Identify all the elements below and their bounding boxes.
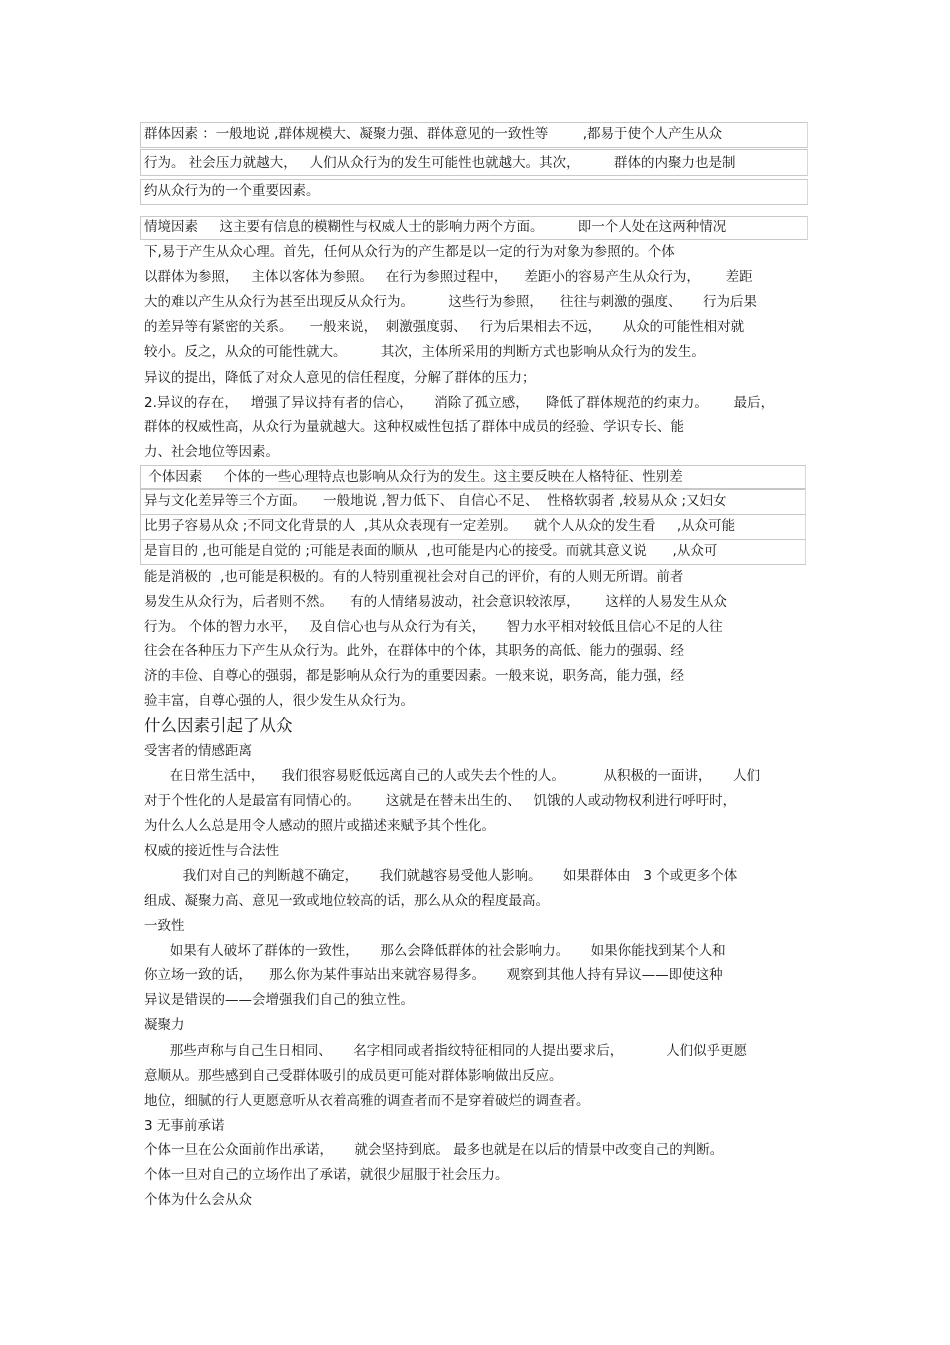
text-line: 2.异议的存在， 增强了异议持有者的信心， 消除了孤立感， 降低了群体规范的约束力。 最后， — [144, 395, 775, 411]
text-line: 约从众行为的一个重要因素。 — [144, 183, 320, 199]
text-line: 验丰富，自尊心强的人，很少发生从众行为。 — [144, 693, 414, 709]
text-line: 那些声称与自己生日相同、 名字相同或者指纹特征相同的人提出要求后， 人们似乎更愿 — [144, 1043, 748, 1059]
text-line: 你立场一致的话， 那么你为某件事站出来就容易得多。 观察到其他人持有异议——即使这种 — [144, 967, 723, 983]
text-line: 群体因素 ：一般地说 ,群体规模大、凝聚力强、群体意见的一致性等 ,都易于使个人产生从众 — [144, 126, 722, 142]
subheading: 受害者的情感距离 — [144, 743, 252, 759]
text-line: 情境因素 这主要有信息的模糊性与权威人士的影响力两个方面。 即一个人处在这两种情况 — [144, 219, 727, 235]
text-line: 异与文化差异等三个方面。 一般地说 ,智力低下、 自信心不足、 性格软弱者 ,较易从众 ;又妇女 — [144, 493, 727, 509]
text-line: 为什么人么总是用令人感动的照片或描述来赋予其个性化。 — [144, 818, 495, 834]
text-line: 如果有人破坏了群体的一致性， 那么会降低群体的社会影响力。 如果你能找到某个人和 — [144, 943, 726, 959]
text-line: 行为。 个体的智力水平， 及自信心也与从众行为有关， 智力水平相对较低且信心不足的人往 — [144, 619, 723, 635]
text-line: 个体一旦在公众面前作出承诺， 就会坚持到底。 最多也就是在以后的情景中改变自己的判断。 — [144, 1142, 724, 1158]
subheading: 权威的接近性与合法性 — [144, 843, 279, 859]
text-line: 往会在各种压力下产生从众行为。此外，在群体中的个体，其职务的高低、能力的强弱、经 — [144, 643, 684, 659]
text-line: 能是消极的 ,也可能是积极的。有的人特别重视社会对自己的评价，有的人则无所谓。前者 — [144, 569, 684, 585]
text-line: 个体因素 个体的一些心理特点也影响从众行为的发生。这主要反映在人格特征、性别差 — [144, 469, 683, 485]
text-line: 异议的提出，降低了对众人意见的信任程度，分解了群体的压力； — [144, 370, 536, 386]
subheading: 凝聚力 — [144, 1017, 185, 1033]
text-line: 群体的权威性高，从众行为量就越大。这种权威性包括了群体中成员的经验、学识专长、能 — [144, 419, 684, 435]
text-line: 大的难以产生从众行为甚至出现反从众行为。 这些行为参照， 往往与刺激的强度、 行为后果 — [144, 294, 757, 310]
text-line: 意顺从。那些感到自己受群体吸引的成员更可能对群体影响做出反应。 — [144, 1068, 563, 1084]
text-line: 济的丰俭、自尊心的强弱，都是影响从众行为的重要因素。一般来说，职务高，能力强，经 — [144, 668, 684, 684]
text-line: 异议是错误的——会增强我们自己的独立性。 — [144, 992, 414, 1008]
text-line: 以群体为参照， 主体以客体为参照。 在行为参照过程中， 差距小的容易产生从众行为， 差距 — [144, 269, 753, 285]
text-line: 力、社会地位等因素。 — [144, 444, 279, 460]
text-line: 在日常生活中， 我们很容易贬低远离自己的人或失去个性的人。 从积极的一面讲， 人们 — [144, 768, 760, 784]
text-line: 的差异等有紧密的关系。 一般来说， 刺激强度弱、 行为后果相去不远， 从众的可能性相对就 — [144, 319, 745, 335]
text-line: 是盲目的 ,也可能是自觉的 ;可能是表面的顺从 ,也可能是内心的接受。而就其意义说 ,从众可 — [144, 543, 718, 559]
text-line: 组成、凝聚力高、意见一致或地位较高的话，那么从众的程度最高。 — [144, 893, 549, 909]
text-line: 行为。 社会压力就越大， 人们从众行为的发生可能性也就越大。其次， 群体的内聚力也是制 — [144, 155, 736, 171]
text-line: 个体一旦对自己的立场作出了承诺，就很少屈服于社会压力。 — [144, 1167, 509, 1183]
text-line: 对于个性化的人是最富有同情心的。 这就是在替未出生的、 饥饿的人或动物权利进行呼吁时， — [144, 793, 737, 809]
text-line: 比男子容易从众 ;不同文化背景的人 ,其从众表现有一定差别。 就个人从众的发生看 ,从众可能 — [144, 518, 736, 534]
text-line: 较小。反之，从众的可能性就大。 其次，主体所采用的判断方式也影响从众行为的发生。 — [144, 344, 705, 360]
text-line: 易发生从众行为，后者则不然。 有的人情绪易波动，社会意识较浓厚， 这样的人易发生从众 — [144, 594, 727, 610]
subheading: 3 无事前承诺 — [144, 1118, 225, 1134]
subheading: 一致性 — [144, 918, 185, 934]
subheading: 个体为什么会从众 — [144, 1192, 252, 1208]
text-line: 下,易于产生从众心理。首先，任何从众行为的产生都是以一定的行为对象为参照的。个体 — [144, 244, 675, 260]
text-line: 地位，细腻的行人更愿意听从衣着高雅的调查者而不是穿着破烂的调查者。 — [144, 1093, 590, 1109]
section-heading: 什么因素引起了从众 — [144, 716, 293, 735]
text-line: 我们对自己的判断越不确定， 我们就越容易受他人影响。 如果群体由 3 个或更多个体 — [144, 868, 738, 884]
